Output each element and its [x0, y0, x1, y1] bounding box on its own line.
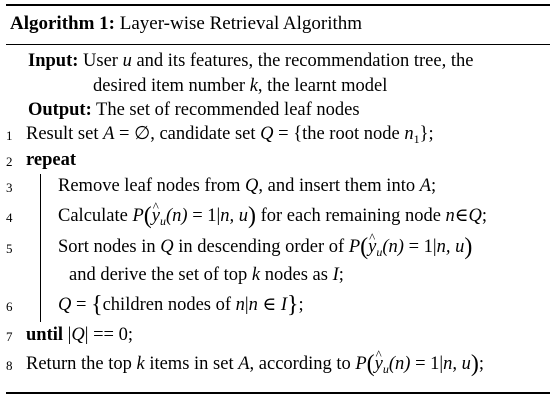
input-line-2	[93, 75, 387, 97]
math-n: (n)	[388, 354, 411, 374]
brace-open: {	[91, 292, 103, 318]
math-nu: n, u	[220, 206, 248, 226]
math-I: I	[332, 265, 339, 285]
input-text: desired item number	[93, 76, 250, 96]
step-text: ;	[431, 176, 437, 196]
paren-open: (	[143, 203, 152, 229]
math-eq: = 1|	[187, 206, 221, 226]
math-k: k	[249, 76, 258, 96]
step-text: and derive the set of top	[69, 265, 252, 285]
math-in: ∈	[454, 206, 469, 226]
step-text: };	[419, 124, 434, 144]
math-nu: n, u	[443, 354, 471, 374]
math-Q: Q	[160, 237, 174, 257]
step-text: = {the root node	[273, 124, 405, 144]
step-4	[58, 205, 487, 232]
math-k: k	[251, 265, 261, 285]
math-n: (n)	[166, 206, 188, 226]
step-1	[26, 123, 434, 150]
line-number: 2	[6, 154, 13, 169]
step-2-repeat: repeat	[26, 150, 76, 170]
math-n: n	[445, 206, 455, 226]
output-line	[28, 99, 360, 121]
line-number: 5	[6, 241, 13, 256]
step-text: Remove leaf nodes from	[58, 176, 245, 196]
title-rule	[6, 44, 550, 45]
step-text: ;	[478, 354, 484, 374]
step-text: ;	[481, 206, 487, 226]
step-7	[26, 324, 133, 346]
step-text: , according to	[249, 354, 356, 374]
math-P: P	[355, 354, 367, 374]
step-text: Sort nodes in	[58, 237, 161, 257]
paren-open: (	[360, 234, 369, 260]
math-y-hat: ^ y	[152, 205, 160, 227]
paren-open: (	[366, 351, 375, 377]
step-text: for each remaining node	[255, 206, 446, 226]
math-eq: =	[71, 295, 92, 315]
step-text: children nodes of	[102, 295, 236, 315]
math-eq: = 1|	[403, 237, 437, 257]
algorithm-box	[6, 4, 550, 396]
top-rule	[6, 4, 550, 6]
algorithm-title	[10, 13, 362, 35]
math-Q: Q	[58, 295, 72, 315]
step-8	[26, 353, 484, 380]
subscript-u: u	[376, 245, 383, 259]
math-n: n	[235, 295, 245, 315]
step-6	[58, 294, 304, 316]
step-3	[58, 175, 436, 197]
math-in: ∈	[257, 295, 281, 315]
math-Q: Q	[260, 124, 274, 144]
math-k: k	[136, 354, 145, 374]
paren-close: )	[247, 203, 256, 229]
math-Q: Q	[71, 325, 85, 345]
math-P: P	[348, 237, 361, 257]
step-text: ;	[338, 265, 344, 285]
bottom-rule	[6, 392, 550, 394]
step-text: in descending order of	[173, 237, 349, 257]
input-line-1	[28, 50, 473, 72]
step-5	[58, 236, 472, 263]
input-text: , the learnt model	[257, 76, 388, 96]
step-text: ;	[298, 295, 304, 315]
math-P: P	[132, 206, 144, 226]
line-number: 7	[6, 329, 13, 344]
line-number: 3	[6, 180, 13, 195]
step-text: | == 0;	[84, 325, 133, 345]
step-text: = ∅, candidate set	[114, 124, 261, 144]
subscript: 1	[413, 132, 420, 146]
math-bar: |	[244, 295, 249, 315]
subscript-u: u	[160, 214, 167, 228]
step-text: nodes as	[260, 265, 333, 285]
input-text: and its features, the recommendation tree, the	[131, 51, 474, 71]
math-eq: = 1|	[410, 354, 444, 374]
math-A: A	[419, 176, 432, 196]
output-text: The set of recommended leaf nodes	[96, 100, 360, 120]
paren-close: )	[470, 351, 479, 377]
math-nu: n, u	[436, 237, 465, 257]
output-label: Output:	[28, 100, 92, 120]
line-number: 6	[6, 299, 13, 314]
step-text: , and insert them into	[258, 176, 420, 196]
math-A: A	[238, 354, 250, 374]
line-number: 8	[6, 358, 13, 373]
algorithm-name: Layer-wise Retrieval Algorithm	[119, 13, 363, 34]
line-number: 4	[6, 210, 13, 225]
until-keyword: until	[26, 325, 64, 345]
subscript-u: u	[382, 362, 389, 376]
step-text: items in set	[144, 354, 239, 374]
step-text: |	[63, 325, 72, 345]
math-A: A	[103, 124, 115, 144]
math-n: (n)	[382, 237, 404, 257]
algorithm-tag: Algorithm 1:	[10, 13, 116, 34]
step-text: Calculate	[58, 206, 133, 226]
repeat-block-bar	[40, 174, 41, 322]
math-Q: Q	[245, 176, 259, 196]
input-text: User	[83, 51, 123, 71]
math-u: u	[122, 51, 132, 71]
step-text: Result set	[26, 124, 104, 144]
math-y-hat: ^ y	[375, 353, 383, 375]
math-Q: Q	[468, 206, 482, 226]
step-5-continuation	[69, 264, 344, 286]
paren-close: )	[464, 234, 473, 260]
brace-close: }	[287, 292, 299, 318]
math-n: n	[248, 295, 258, 315]
step-text: Return the top	[26, 354, 137, 374]
math-I: I	[280, 295, 287, 315]
math-n: n	[404, 124, 414, 144]
line-number: 1	[6, 128, 13, 143]
math-y-hat: ^ y	[368, 236, 376, 258]
input-label: Input:	[28, 51, 79, 71]
